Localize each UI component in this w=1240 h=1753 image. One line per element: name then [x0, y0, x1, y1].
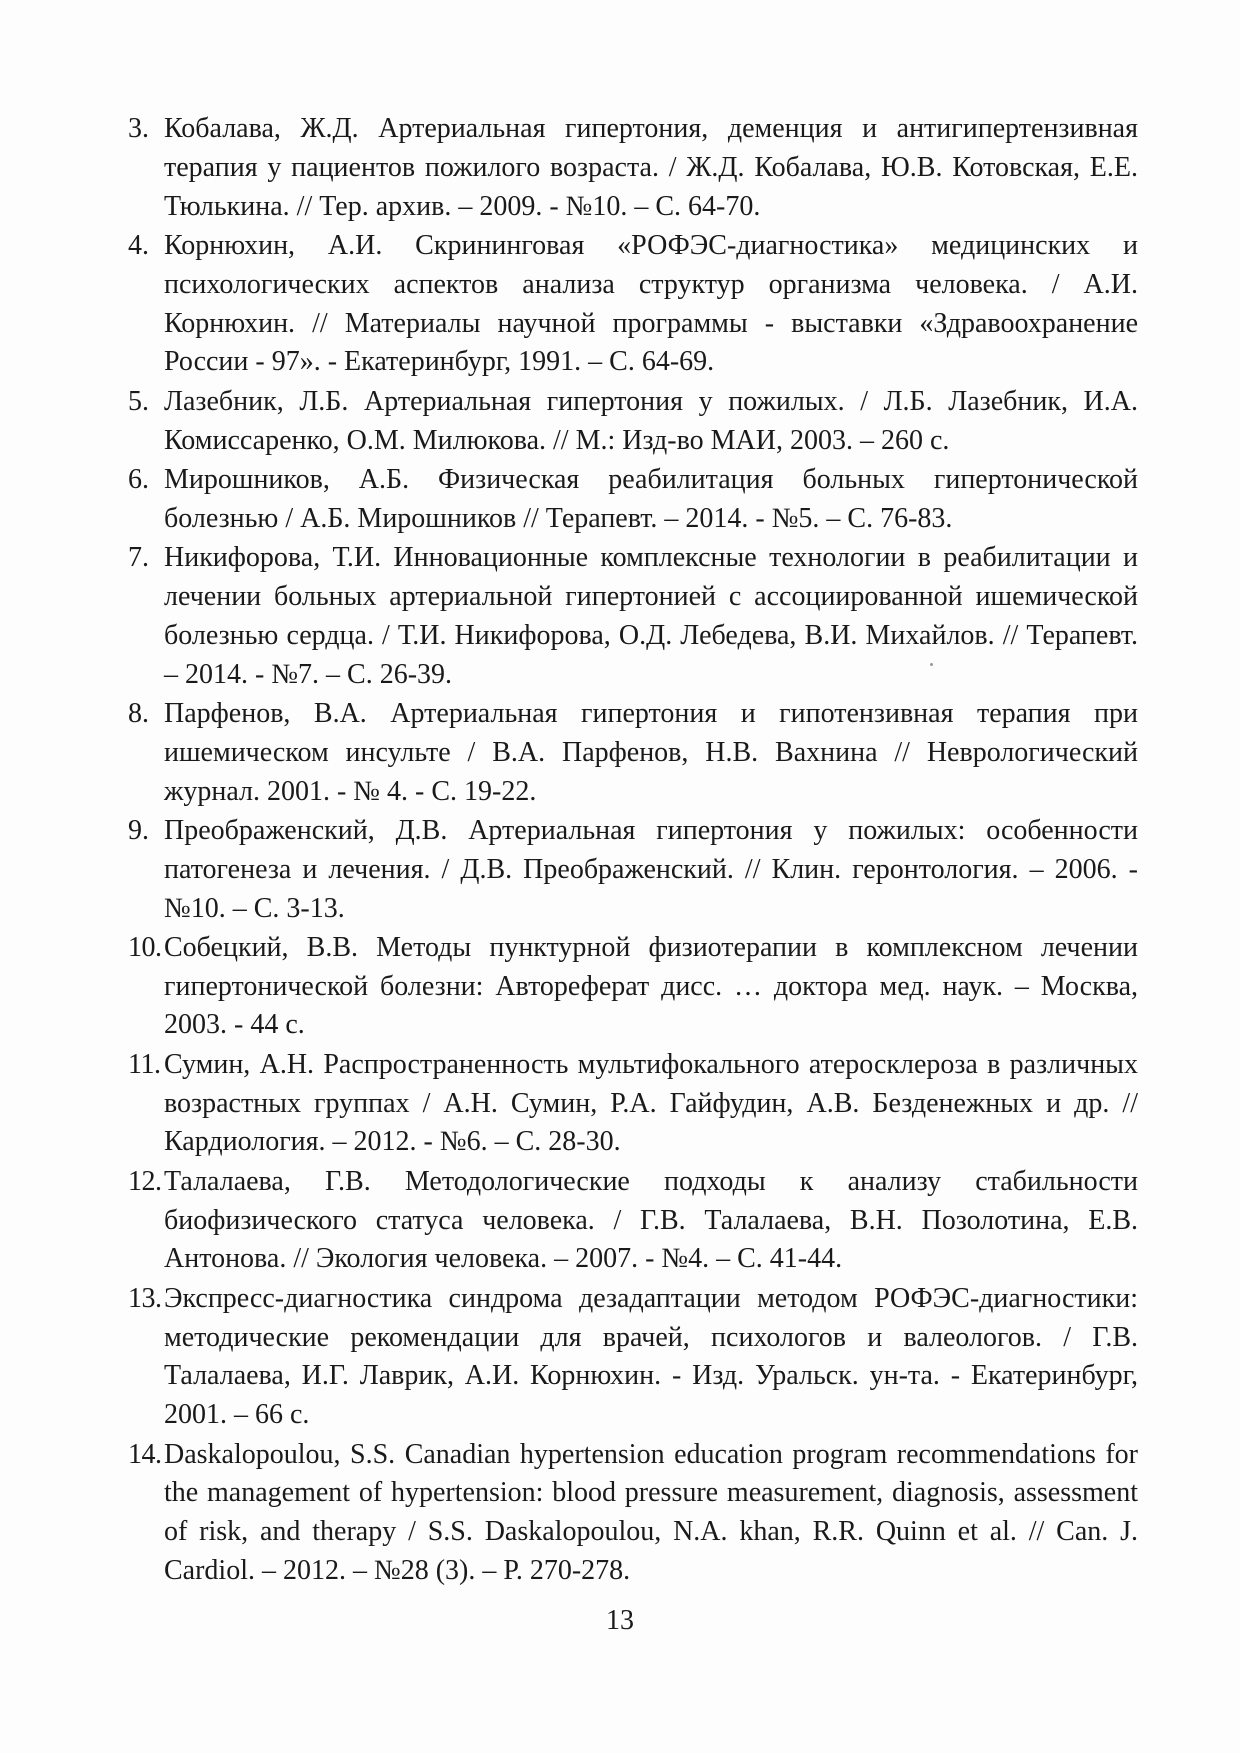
reference-text: Корнюхин, А.И. Скрининговая «РОФЭС-диагностика» медицинских и психологических аспектов анализа структур организма человека. / А.И. Корнюхин. // Материалы научной программы - выставки «Здравоохранение России - 97». - Екатеринбург, 1991. – С. 64-69.	[164, 229, 1138, 378]
reference-number: 12.	[128, 1165, 162, 1197]
reference-text: Лазебник, Л.Б. Артериальная гипертония у пожилых. / Л.Б. Лазебник, И.А. Комиссаренко, О.М. Милюкова. // М.: Изд-во МАИ, 2003. – 260 с.	[164, 385, 1138, 456]
reference-number: 5.	[128, 385, 149, 417]
reference-number: 3.	[128, 113, 149, 144]
reference-number: 10.	[128, 931, 162, 963]
reference-number: 8.	[128, 697, 149, 729]
reference-item	[128, 1046, 1138, 1162]
reference-item	[128, 1280, 1138, 1435]
page-number: 13	[606, 1605, 634, 1636]
reference-item	[128, 1436, 1138, 1591]
reference-item	[128, 812, 1138, 928]
reference-number: 6.	[128, 463, 149, 495]
reference-text: Мирошников, А.Б. Физическая реабилитация больных гипертонической болезнью / А.Б. Мирошников // Терапевт. – 2014. - №5. – С. 76-83.	[164, 463, 1138, 534]
reference-text: Сумин, А.Н. Распространенность мультифокального атеросклероза в различных возрастных группах / А.Н. Сумин, Р.А. Гайфудин, А.В. Безденежных и др. // Кардиология. – 2012. - №6. – С. 28-30.	[164, 1048, 1138, 1158]
reference-item	[128, 383, 1138, 461]
reference-text: Парфенов, В.А. Артериальная гипертония и гипотензивная терапия при ишемическом инсульте / В.А. Парфенов, Н.В. Вахнина // Неврологический журнал. 2001. - № 4. - С. 19-22.	[164, 697, 1138, 807]
reference-text: Преображенский, Д.В. Артериальная гипертония у пожилых: особенности патогенеза и лечения. / Д.В. Преображенский. // Клин. геронтология. – 2006. - №10. – С. 3-13.	[164, 814, 1138, 924]
reference-item	[128, 227, 1138, 382]
reference-number: 4.	[128, 229, 149, 261]
reference-item	[128, 539, 1138, 694]
reference-text: Собецкий, В.В. Методы пунктурной физиотерапии в комплексном лечении гипертонической болезни: Автореферат дисс. … доктора мед. наук. – Москва, 2003. - 44 с.	[164, 931, 1138, 1041]
reference-text: Талалаева, Г.В. Методологические подходы к анализу стабильности биофизического статуса человека. / Г.В. Талалаева, В.Н. Позолотина, Е.В. Антонова. // Экология человека. – 2007. - №4. – С. 41-44.	[164, 1165, 1138, 1275]
reference-item	[128, 695, 1138, 811]
reference-text: Daskalopoulou, S.S. Canadian hypertension education program recommendations for the management of hypertension: blood pressure measurement, diagnosis, assessment of risk, and therapy / S.S. Daskalopoulou, N.A. khan, R.R. Quinn et al. // Can. J. Cardiol. – 2012. – №28 (3). – P. 270-278.	[164, 1438, 1138, 1587]
reference-item	[128, 110, 1138, 226]
reference-text: Экспресс-диагностика синдрома дезадаптации методом РОФЭС-диагностики: методические рекомендации для врачей, психологов и валеологов. / Г.В. Талалаева, И.Г. Лаврик, А.И. Корнюхин. - Изд. Уральск. ун-та. - Екатеринбург, 2001. – 66 с.	[164, 1282, 1138, 1431]
reference-number: 9.	[128, 814, 149, 846]
reference-number: 13.	[128, 1282, 162, 1314]
reference-number: 14.	[128, 1438, 162, 1470]
reference-number: 11.	[128, 1048, 161, 1080]
scan-speck	[930, 663, 933, 666]
reference-text: Кобалава, Ж.Д. Артериальная гипертония, деменция и антигипертензивная терапия у пациентов пожилого возраста. / Ж.Д. Кобалава, Ю.В. Котовская, Е.Е. Тюлькина. // Тер. архив. – 2009. - №10. – С. 64-70.	[164, 113, 1138, 222]
reference-item	[128, 1163, 1138, 1279]
reference-item	[128, 461, 1138, 539]
reference-number: 7.	[128, 542, 149, 574]
reference-item	[128, 929, 1138, 1045]
reference-text: Никифорова, Т.И. Инновационные комплексные технологии в реабилитации и лечении больных артериальной гипертонией с ассоциированной ишемической болезнью сердца. / Т.И. Никифорова, О.Д. Лебедева, В.И. Михайлов. // Терапевт. – 2014. - №7. – С. 26-39.	[164, 542, 1138, 690]
reference-list	[128, 110, 1138, 1591]
